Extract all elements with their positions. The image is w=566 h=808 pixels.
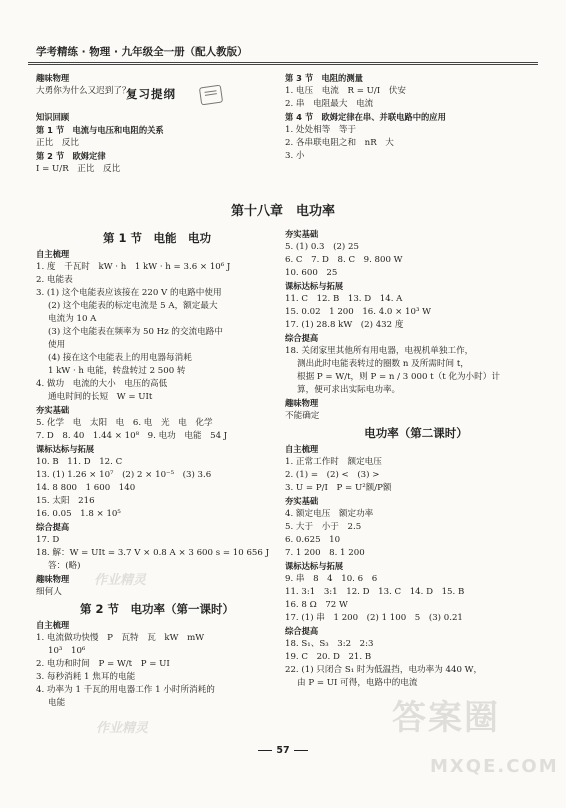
answer-line: 4. 做功 电流的大小 电压的高低 [36,379,168,389]
answer-line: 10³ 10⁶ [48,646,86,656]
watermark-stamp: 作业精灵 [96,721,149,736]
subsection-heading: 夯实基础 [36,405,70,415]
answer-line: 17. (1) 28.8 kW (2) 432 度 [285,320,404,330]
subsection-heading: 自主梳理 [36,249,70,259]
answer-line: 4. 额定电压 额定功率 [285,509,374,519]
answer-line: 1. 正常工作时 额定电压 [285,457,382,467]
answer-line: 第 2 节 欧姆定律 [36,151,106,161]
subsection-heading: 自主梳理 [285,444,319,454]
footer-dash-right [294,750,308,751]
answer-line: 第 3 节 电阻的测量 [285,73,363,83]
answer-line: (3) 这个电能表在频率为 50 Hz 的交流电路中 [48,327,223,337]
answer-line: 19. C 20. D 21. B [285,652,372,662]
answer-line: 2. 电功和时间 P = W/t P = UI [36,659,170,669]
answer-line: 通电时间的长短 W = UIt [48,392,153,402]
subsection-heading: 综合提高 [285,333,319,343]
answer-line: 正比 反比 [36,138,79,148]
answer-line: 2. (1) = (2) < (3) > [285,470,380,480]
subsection-heading: 课标达标与拓展 [285,281,344,291]
answer-line: 答：(略) [48,561,81,571]
answer-line: 18. 解：W = UIt = 3.7 V × 0.8 A × 3 600 s = 10 656 J [36,548,270,558]
answer-line: 11. 3:1 3:1 12. D 13. C 14. D 15. B [285,587,465,597]
answer-line: 2. 串 电阻最大 电流 [285,99,374,109]
subsection-heading: 趣味物理 [36,73,70,83]
left-answer-column [36,228,278,710]
answer-line: 22. (1) 只闭合 S₁ 时为低温挡，电功率为 440 W， [285,665,483,675]
answer-line: 18. 关闭家里其他所有用电器，电视机单独工作， [285,346,474,356]
notebook-icon [199,85,223,106]
answer-line: 电流为 10 A [48,314,97,324]
answer-line: 9. 串 8 4 10. 6 6 [285,574,378,584]
footer-dash-left [258,750,272,751]
watermark-stamp: 作业精灵 [94,573,147,588]
answer-line: 14. 8 800 1 600 140 [36,483,136,493]
answer-line: 3. 小 [285,151,305,161]
answer-line: (2) 这个电能表的标定电流是 5 A，额定最大 [48,301,218,311]
answer-line: 16. 0.05 1.8 × 10⁵ [36,509,121,519]
answer-line: 4. 功率为 1 千瓦的用电器工作 1 小时所消耗的 [36,685,215,695]
subsection-heading: 课标达标与拓展 [36,444,95,454]
answer-line: 15. 0.02 1 200 16. 4.0 × 10³ W [285,307,431,317]
answer-line: 3. (1) 这个电能表应该接在 220 V 的电路中使用 [36,288,222,298]
watermark-url: MXQE.COM [430,756,559,777]
page-number: 57 [276,745,290,756]
book-title: 学考精练 · 物理 · 九年级全一册（配人教版） [36,46,248,58]
answer-line: 第 4 节 欧姆定律在串、并联电路中的应用 [285,112,446,122]
answer-line: 根据 P = W/t，则 P = n / 3 000 t（t 化为小时）计 [297,372,500,382]
answer-line: 6. C 7. D 8. C 9. 800 W [285,255,403,265]
answer-line: 5. 化学 电 太阳 电 6. 电 光 电 化学 [36,418,213,428]
subsection-heading: 夯实基础 [285,496,319,506]
answer-line: 5. 大于 小于 2.5 [285,522,362,532]
answer-line: 7. D 8. 40 1.44 × 10⁸ 9. 电功 电能 54 J [36,431,228,441]
section-title: 第 1 节 电能 电功 [102,231,211,245]
subsection-heading: 综合提高 [285,626,319,636]
subsection-heading: 课标达标与拓展 [285,561,344,571]
section-title: 第 2 节 电功率（第一课时） [79,602,234,616]
answer-line: 7. 1 200 8. 1 200 [285,548,365,558]
subsection-heading: 趣味物理 [285,398,319,408]
answer-line: 3. 每秒消耗 1 焦耳的电能 [36,672,136,682]
answer-line: 11. C 12. B 13. D 14. A [285,294,403,304]
answer-line: 18. S₁、S₃ 3:2 2:3 [285,639,374,649]
answer-line: 大勇你为什么又迟到了？ [36,86,131,96]
subsection-heading: 综合提高 [36,522,70,532]
answer-line: 3. U = P/I P = U²额/P额 [285,483,392,493]
answer-line: 17. (1) 串 1 200 (2) 1 100 5 (3) 0.21 [285,613,463,623]
header-rule-thin [28,64,538,65]
answer-line: 1 kW · h 电能，转盘转过 2 500 转 [48,366,186,376]
chapter-title: 第十八章 电功率 [230,204,335,219]
answer-line: 10. 600 25 [285,268,338,278]
answer-line: 测出此时电能表转过的圈数 n 及所需时间 t， [297,359,469,369]
answer-line: 第 1 节 电流与电压和电阻的关系 [36,125,164,135]
answer-line: 5. (1) 0.3 (2) 25 [285,242,359,252]
right-answer-column [285,228,547,690]
subsection-heading: 趣味物理 [36,574,70,584]
subsection-heading: 夯实基础 [285,229,319,239]
answer-line: 算，便可求出实际电功率。 [297,385,401,395]
review-outline-badge: 复习提纲 [126,87,176,101]
header-rule [28,62,538,63]
answer-line: 15. 太阳 216 [36,496,95,506]
answer-line: 13. (1) 1.26 × 10⁷ (2) 2 × 10⁻⁵ (3) 3.6 [36,470,212,480]
answer-line: 不能确定 [285,411,320,421]
subsection-heading: 知识回顾 [36,112,70,122]
answer-line: 10. B 11. D 12. C [36,457,123,467]
watermark-logo: 答案圈 [392,698,500,738]
answer-line: 2. 各串联电阻之和 nR 大 [285,138,394,148]
answer-line: 17. D [36,535,60,545]
subsection-heading: 自主梳理 [36,620,70,630]
answer-line: 16. 8 Ω 72 W [285,600,348,610]
answer-line: 电能 [48,698,66,708]
section-title: 电功率（第二课时） [364,426,468,440]
answer-line: (4) 接在这个电能表上的用电器每消耗 [48,353,192,363]
answer-line: 1. 处处相等 等于 [285,125,357,135]
top-right-column [285,72,545,163]
page-header [28,46,538,64]
answer-line: 6. 0.625 10 [285,535,341,545]
answer-line: I = U/R 正比 反比 [36,164,121,174]
answer-line: 1. 电流做功快慢 P 瓦特 瓦 kW mW [36,633,205,643]
answer-line: 1. 度 千瓦时 kW · h 1 kW · h = 3.6 × 10⁶ J [36,262,231,272]
answer-line: 由 P = UI 可得，电路中的电流 [297,678,418,688]
answer-line: 细何人 [36,587,62,597]
answer-line: 1. 电压 电流 R = U/I 伏安 [285,86,406,96]
answer-line: 使用 [48,340,66,350]
answer-line: 2. 电能表 [36,275,73,285]
